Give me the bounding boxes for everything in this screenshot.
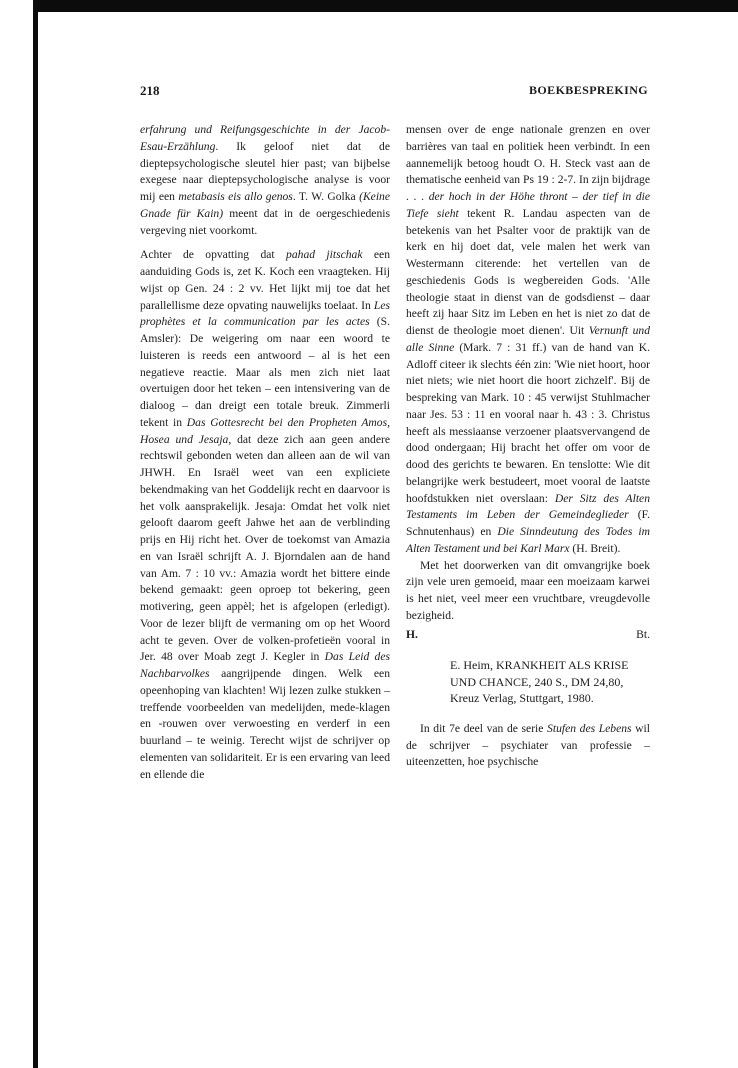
- signoff-initial: H.: [406, 627, 418, 641]
- text-run: mensen over de enge nationale grenzen en over barrières van taal en politiek heen verbindt. In een aannemelijk betoog houdt O. H. Steck vast aan de thematische eenheid van Ps 19 : 2-7. In zijn bijdrage . . .: [406, 123, 650, 203]
- text-run: (F. Schnutenhaus) en: [406, 508, 650, 538]
- italic-text: erfahrung und Reifungsgeschichte in der Jacob-Esau-Erzählung: [140, 123, 390, 153]
- text-run: meent dat in de oergeschiedenis vergeving niet voorkomt.: [140, 206, 390, 237]
- text-run: (H. Breit).: [569, 541, 621, 555]
- text-run: (S. Amsler): De weigering om naar een woord te luisteren is reeds een antwoord – al is het een negatieve reactie. Maar als men zich niet laat overtuigen door het teken – een intensivering van de dialoog – dan dreigt een totale breuk. Zimmerli tekent in: [140, 315, 390, 429]
- paragraph: [406, 721, 650, 771]
- text-run: . Ik geloof niet dat de dieptepsychologische sleutel hier past; van bijbelse exegese naar dieptepsychologische analyse is voor mij een: [140, 139, 390, 203]
- italic-text: Les prophètes et la communication par les actes: [140, 298, 390, 329]
- paragraph: [140, 122, 390, 239]
- page-number: 218: [140, 83, 160, 98]
- paragraph: [140, 247, 390, 783]
- left-column: [140, 122, 390, 783]
- italic-text: Stufen des Lebens: [547, 721, 632, 735]
- text-run: . T. W. Golka: [292, 190, 360, 203]
- italic-text: Das Leid des Nachbarvolkes: [140, 650, 390, 680]
- right-column: [406, 122, 650, 771]
- text-run: (Mark. 7 : 31 ff.) van de hand van K. Adloff citeer ik slechts één zin: 'Wie niet hoort, hoor niet niets; wie niet hoort die hoort zichzelf'. Bij de bespreking van Mark. 10 : 45 verwijst Stuhlmacher naar Jes. 53 : 11 en vooral naar h. 43 : 3. Christus heeft als messiaanse verzoener plaatsvervangend de dood ondergaan; Hij bracht het offer om voor de dood des gerichts te bewaren. En tenslotte: Wie dit belangrijke werk bestudeert, moet vooral de laatste hoofdstukken niet overslaan:: [406, 340, 651, 505]
- italic-text: metabasis eis allo genos: [178, 190, 293, 203]
- text-run: een aanduiding Gods is, zet K. Koch een vraagteken. Hij wijst op Gen. 24 : 2 vv. Het lijkt mij toe dat het parallellisme deze opvating nauwelijks toelaat. In: [140, 248, 390, 312]
- italic-text: der hoch in der Höhe thront – der tief in die Tiefe sieht: [406, 190, 651, 220]
- paragraph: [406, 122, 650, 558]
- scan-border-left: [33, 0, 38, 1068]
- text-run: Achter de opvatting dat: [140, 248, 287, 262]
- italic-text: Vernunft und alle Sinne: [406, 324, 650, 354]
- text-run: tekent R. Landau aspecten van de betekenis van het Psalter voor de praktijk van de kerk en hij doet dat, vele malen het werk van Westermann citerende: het vertellen van de geschiedenis Gods is wegbereiden Gods. 'Alle theologie staat in dienst van de godsdienst – daar heeft zij haar Sitz im Leben en het is niet zo dat de dienst de theologie moet dienen'. Uit: [406, 206, 650, 337]
- italic-text: (Keine Gnade für Kain): [140, 190, 390, 220]
- text-run: In dit 7e deel van de serie: [420, 721, 548, 735]
- scan-border-top: [33, 0, 738, 12]
- text-run: wil de schrijver – psychiater van professie – uiteenzetten, hoe psychische: [406, 721, 650, 769]
- italic-text: Die Sinndeutung des Todes im Alten Testament und bei Karl Marx: [406, 525, 650, 555]
- signoff-author: Bt.: [636, 627, 650, 641]
- paragraph: Met het doorwerken van dit omvangrijke boek zijn vele uren gemoeid, maar een moeizaam karwei is het niet, veel meer een vruchtbare, vreugdevolle bezigheid.: [406, 558, 650, 622]
- italic-text: Das Gottesrecht bei den Propheten Amos, Hosea und Jesaja: [140, 415, 390, 446]
- text-run: , dat deze zich aan geen andere rechtswil gebonden weten dan alleen aan de wil van JHWH. En Israël weet van een expliciete bekendmaking van het Goddelijk recht en daarvoor is het volk aansprakelijk. Jesaja: Omdat het volk niet gelooft daarom geeft Jahwe het aan de verblinding prijs en Hij richt het. Over de toekomst van Amazia en van Israël schrijft A. J. Bjorndalen aan de hand van Am. 7 : 10 vv.: Amazia wordt het bittere einde bekend gemaakt: geen oproep tot bekering, geen motivering, geen appèl; het is afgelopen (erledigt). Voor de lezer blijft de vermaning om op het Woord acht te geven. Over de volken-profetieën vooral in Jer. 48 over Moab zegt J. Kegler in: [140, 432, 390, 664]
- text-run: aangrijpende dingen. Welk een opeenhoping van klachten! Wij lezen zulke stukken – treffende voorbeelden van medelijden, mede-klagen en -rouwen over verwoesting en verderf in een buurland – te weinig. Terecht wijst de schrijver op elementen van solidariteit. Er is een ervaring van leed en ellende die: [140, 667, 390, 781]
- running-head: BOEKBESPREKING: [529, 83, 648, 97]
- review-signoff: [406, 627, 650, 644]
- italic-text: pahad jitschak: [286, 248, 363, 262]
- italic-text: Der Sitz des Alten Testaments im Leben der Gemeindeglieder: [406, 491, 650, 522]
- book-reference: E. Heim, KRANKHEIT ALS KRISE UND CHANCE, 240 S., DM 24,80, Kreuz Verlag, Stuttgart, 1980.: [450, 658, 629, 706]
